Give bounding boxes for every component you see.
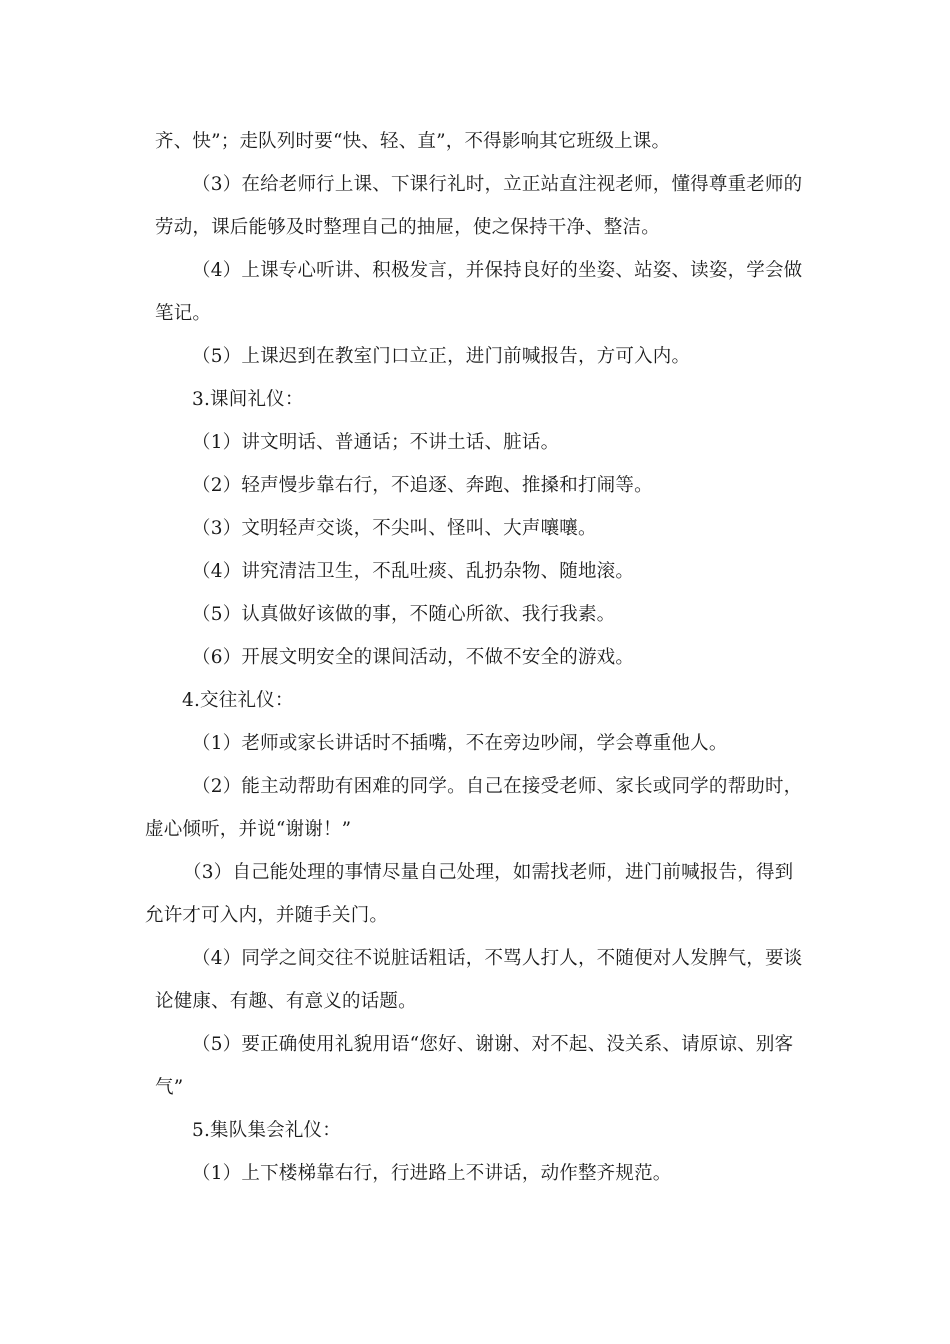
text-line: （5）要正确使用礼貌用语“您好、谢谢、对不起、没关系、请原谅、别客 [192, 1034, 794, 1055]
text-line: （3）在给老师行上课、下课行礼时，立正站直注视老师，懂得尊重老师的 [192, 174, 803, 195]
text-line: 虚心倾听，并说“谢谢！” [145, 819, 352, 840]
text-line: （5）认真做好该做的事，不随心所欲、我行我素。 [192, 604, 616, 625]
text-line: 允许才可入内，并随手关门。 [145, 905, 389, 926]
text-line: （2）能主动帮助有困难的同学。自己在接受老师、家长或同学的帮助时， [192, 776, 803, 797]
text-line: 论健康、有趣、有意义的话题。 [155, 991, 417, 1012]
text-line: 齐、快”；走队列时要“快、轻、直”，不得影响其它班级上课。 [155, 131, 671, 152]
text-line: （5）上课迟到在教室门口立正，进门前喊报告，方可入内。 [192, 346, 691, 367]
section-heading: 5.集队集会礼仪： [192, 1120, 341, 1141]
text-line: （4）上课专心听讲、积极发言，并保持良好的坐姿、站姿、读姿，学会做 [192, 260, 803, 281]
text-line: （2）轻声慢步靠右行，不追逐、奔跑、推搡和打闹等。 [192, 475, 653, 496]
text-line: （3）自己能处理的事情尽量自己处理，如需找老师，进门前喊报告，得到 [183, 862, 794, 883]
text-line: 气” [155, 1077, 184, 1098]
text-line: 劳动，课后能够及时整理自己的抽屉，使之保持干净、整洁。 [155, 217, 660, 238]
text-line: （6）开展文明安全的课间活动，不做不安全的游戏。 [192, 647, 635, 668]
text-line: （4）同学之间交往不说脏话粗话，不骂人打人，不随便对人发脾气，要谈 [192, 948, 803, 969]
text-line: 笔记。 [155, 303, 212, 324]
text-line: （3）文明轻声交谈，不尖叫、怪叫、大声嚷嚷。 [192, 518, 597, 539]
section-heading: 3.课间礼仪： [192, 389, 304, 410]
text-line: （4）讲究清洁卫生，不乱吐痰、乱扔杂物、随地滚。 [192, 561, 635, 582]
text-line: （1）讲文明话、普通话；不讲土话、脏话。 [192, 432, 560, 453]
text-line: （1）老师或家长讲话时不插嘴，不在旁边吵闹，学会尊重他人。 [192, 733, 728, 754]
text-line: （1）上下楼梯靠右行，行进路上不讲话，动作整齐规范。 [192, 1163, 672, 1184]
section-heading: 4.交往礼仪： [182, 690, 294, 711]
